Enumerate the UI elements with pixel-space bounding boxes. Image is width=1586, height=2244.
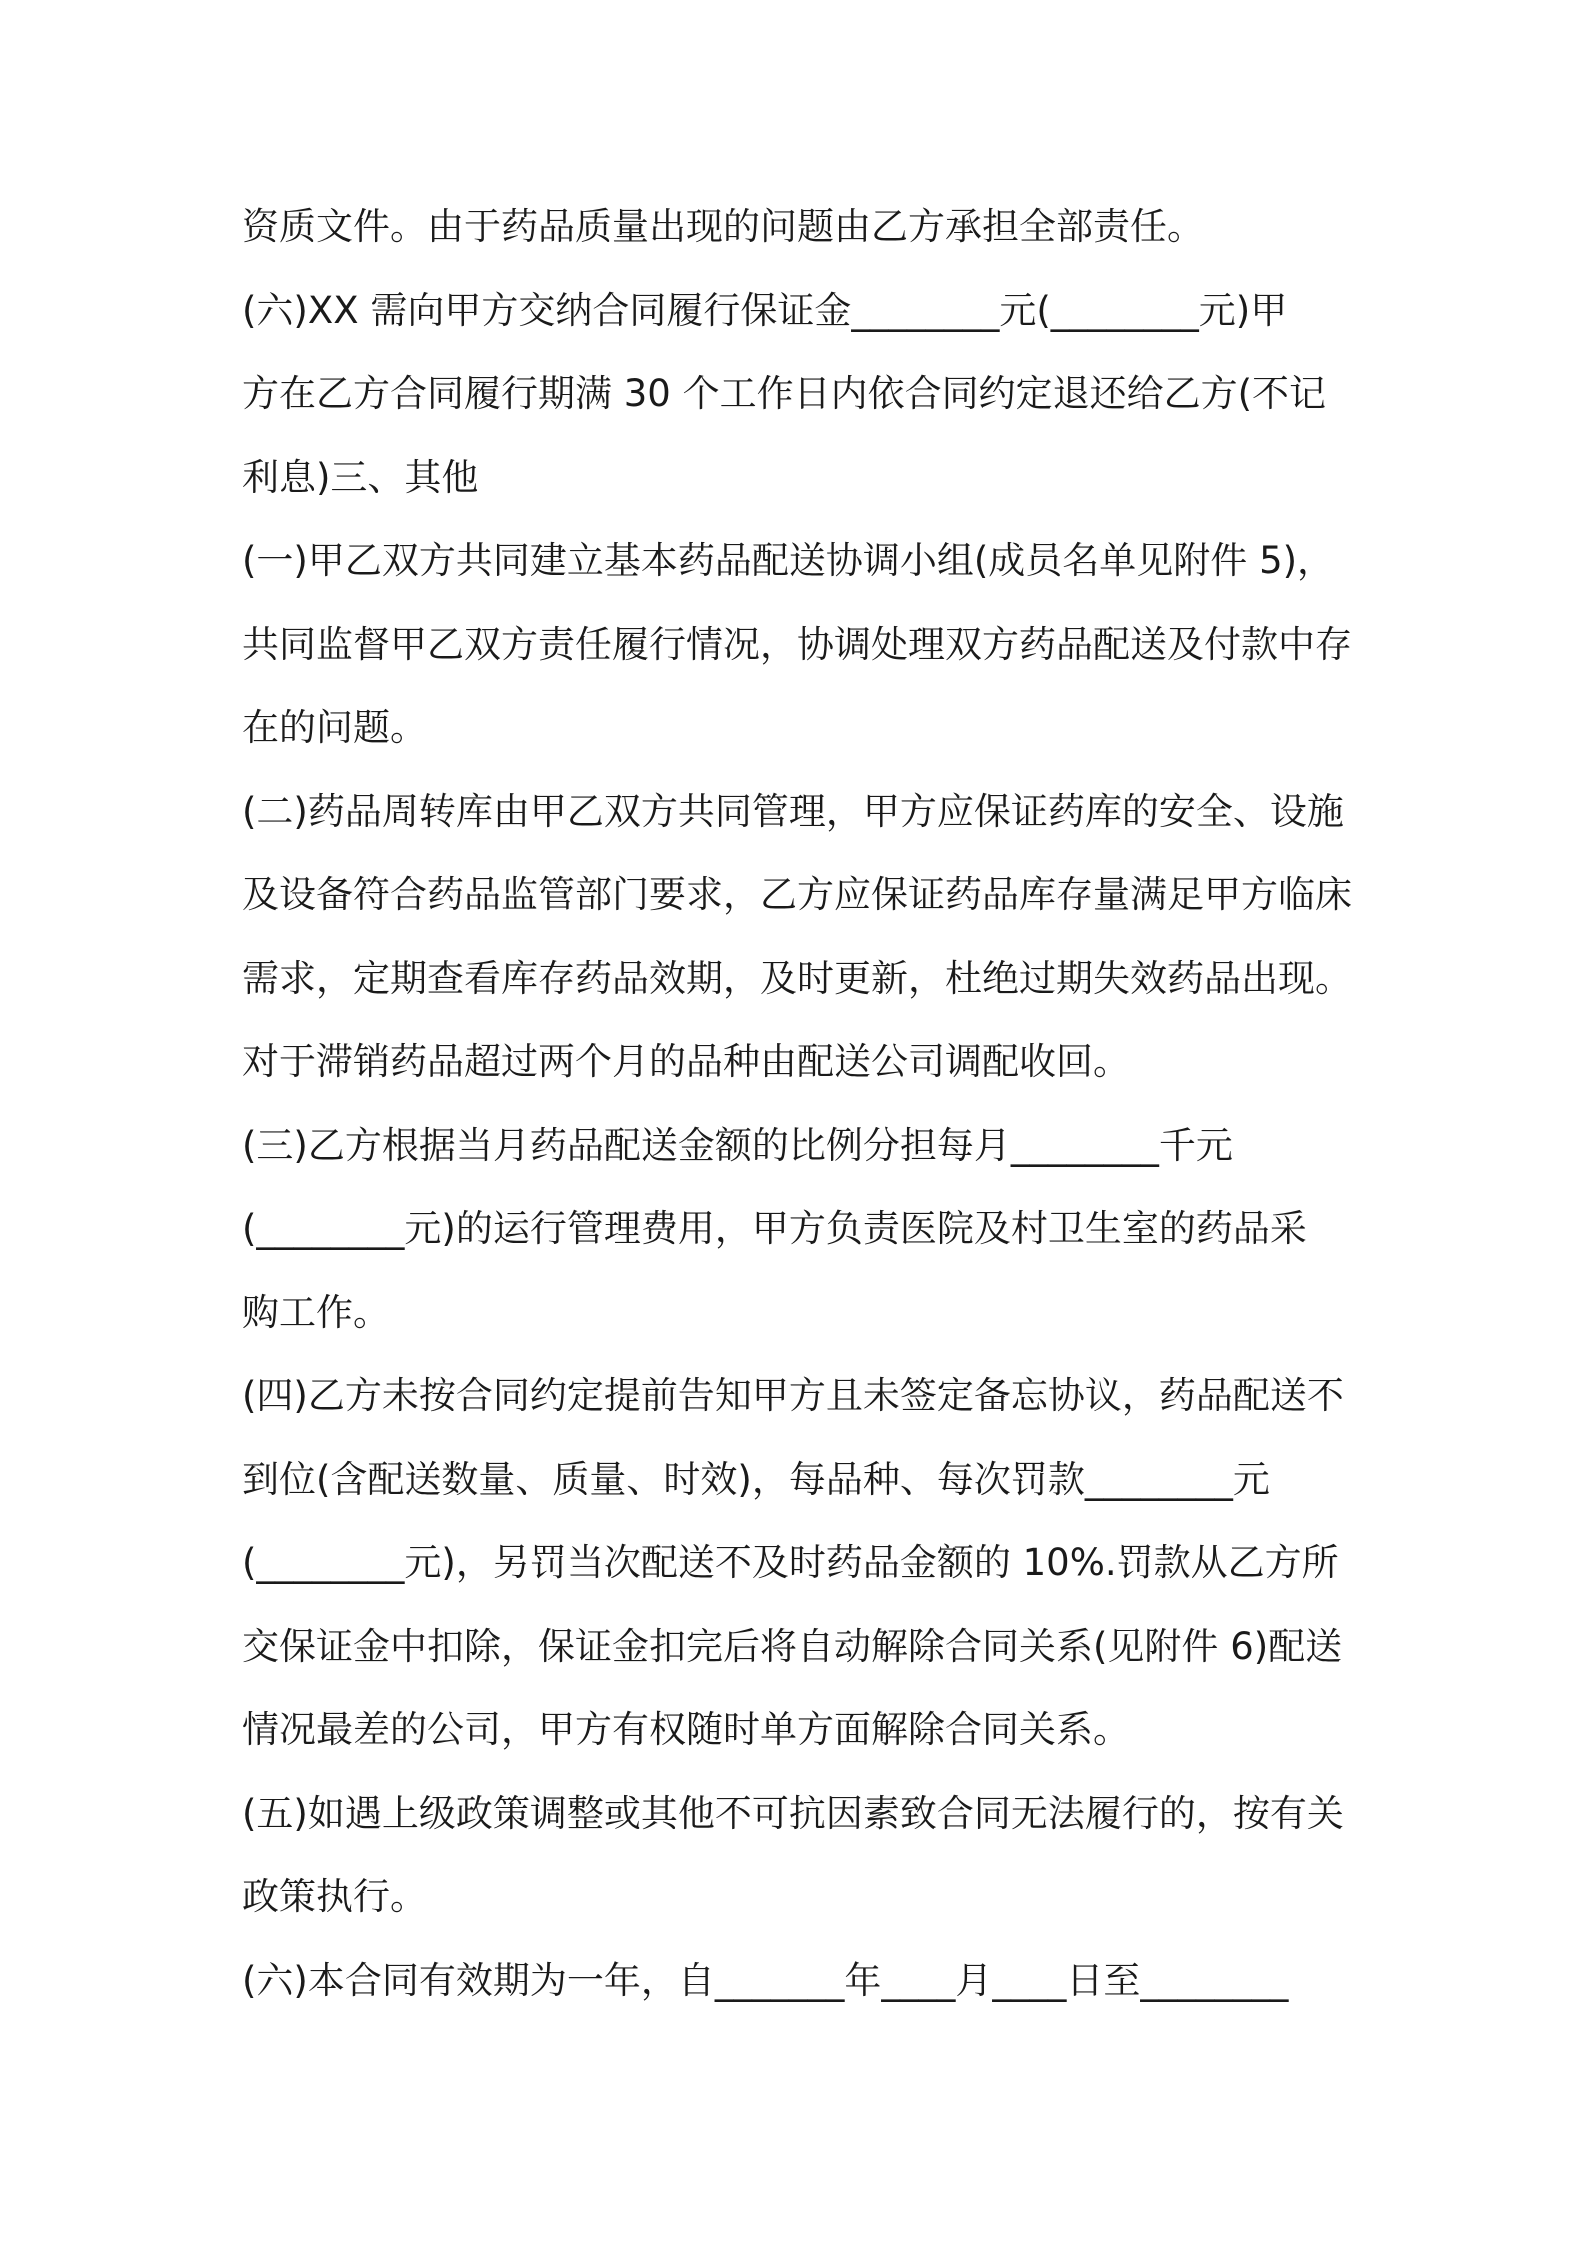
text-line: (四)乙方未按合同约定提前告知甲方且未签定备忘协议，药品配送不	[242, 1374, 1344, 1417]
text-line: (六)XX 需向甲方交纳合同履行保证金________元(________元)甲	[242, 288, 1288, 332]
text-line: 共同监督甲乙双方责任履行情况，协调处理双方药品配送及付款中存	[242, 622, 1352, 666]
text-line: (二)药品周转库由甲乙双方共同管理，甲方应保证药库的安全、设施	[242, 789, 1344, 833]
text-line: 交保证金中扣除，保证金扣完后将自动解除合同关系(见附件 6)配送	[242, 1624, 1343, 1668]
text-line: (五)如遇上级政策调整或其他不可抗因素致合同无法履行的，按有关	[242, 1791, 1344, 1835]
text-line: 资质文件。由于药品质量出现的问题由乙方承担全部责任。	[242, 205, 1204, 248]
text-line: (________元)，另罚当次配送不及时药品金额的 10%.罚款从乙方所	[242, 1541, 1339, 1584]
text-line: (三)乙方根据当月药品配送金额的比例分担每月________千元	[242, 1123, 1233, 1167]
text-line: 需求，定期查看库存药品效期，及时更新，杜绝过期失效药品出现。	[242, 956, 1352, 1000]
text-line: 政策执行。	[242, 1875, 427, 1918]
text-line: 方在乙方合同履行期满 30 个工作日内依合同约定退还给乙方(不记	[242, 372, 1327, 415]
text-line: 情况最差的公司，甲方有权随时单方面解除合同关系。	[242, 1708, 1130, 1751]
text-line: 对于滞销药品超过两个月的品种由配送公司调配收回。	[242, 1040, 1130, 1083]
text-line: (________元)的运行管理费用，甲方负责医院及村卫生室的药品采	[242, 1207, 1307, 1250]
text-line: 及设备符合药品监管部门要求，乙方应保证药品库存量满足甲方临床	[242, 873, 1352, 916]
text-line: 购工作。	[242, 1290, 390, 1334]
text-line: 利息)三、其他	[242, 455, 479, 499]
text-line: 在的问题。	[242, 706, 427, 749]
text-line: 到位(含配送数量、质量、时效)，每品种、每次罚款________元	[242, 1457, 1270, 1501]
text-line: (六)本合同有效期为一年，自_______年____月____日至________	[242, 1958, 1289, 2002]
text-line: (一)甲乙双方共同建立基本药品配送协调小组(成员名单见附件 5)，	[242, 539, 1335, 582]
contract-body-text	[242, 185, 1362, 2022]
